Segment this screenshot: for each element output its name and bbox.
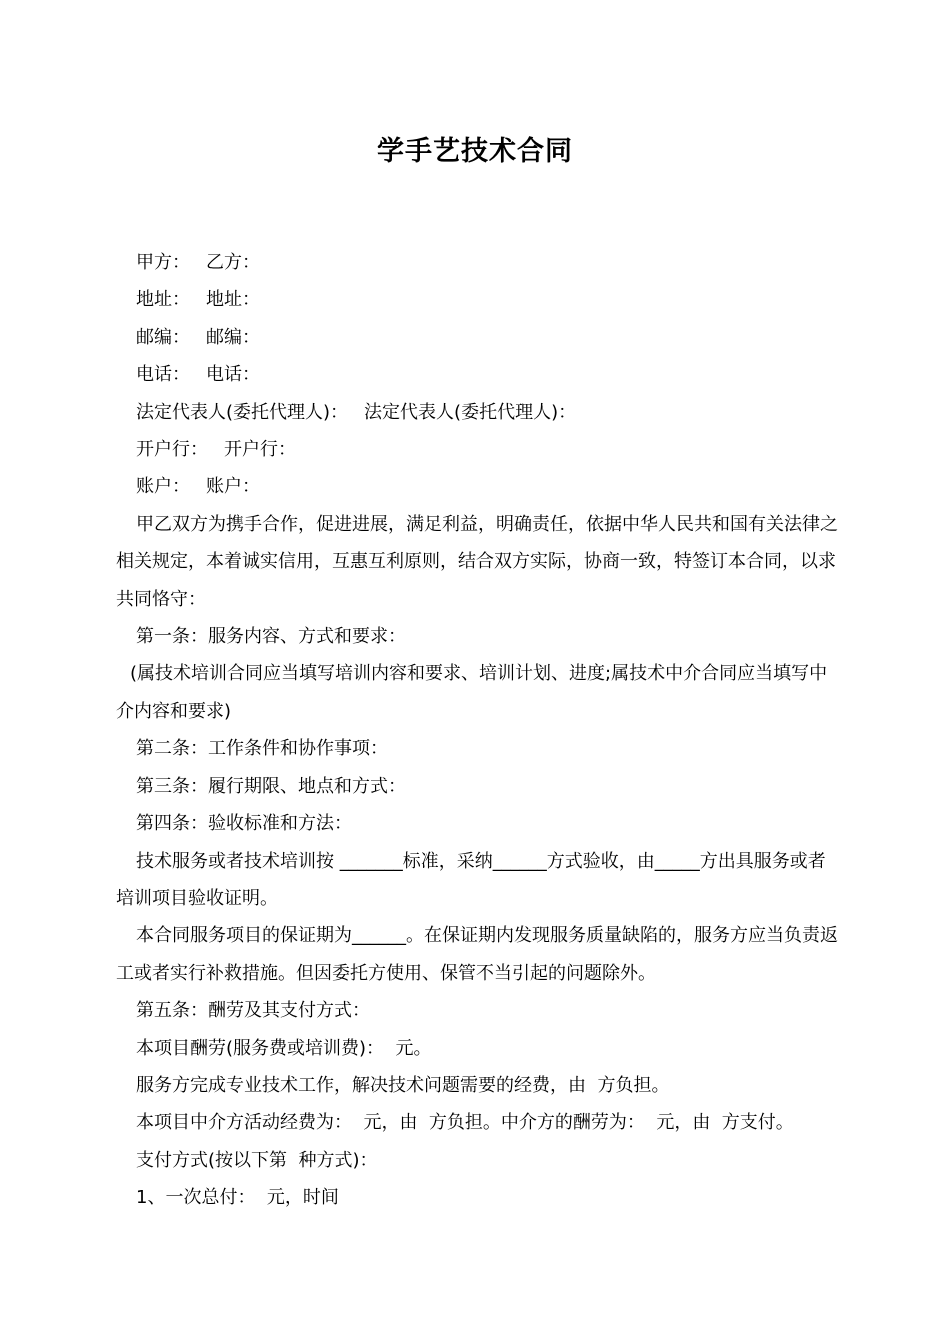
party-a-account-label: 账户： [136,476,190,498]
party-a-representative-label: 法定代表人(委托代理人)： [136,401,349,423]
article-4-heading: 第四条：验收标准和方法： [136,813,352,835]
document-body [116,244,838,1217]
preamble-paragraph: 甲乙双方为携手合作，促进进展，满足利益，明确责任，依据中华人民共和国有关法律之相关规定，本着诚实信用，互惠互利原则，结合双方实际，协商一致，特签订本合同，以求共同恪守： [116,513,838,610]
document-title: 学手艺技术合同 [377,136,573,167]
party-b-account-label: 账户： [206,476,260,498]
article-2-heading: 第二条：工作条件和协作事项： [136,738,388,760]
party-row-representative [116,394,838,431]
party-a-phone-label: 电话： [136,364,190,386]
party-a-address-label: 地址： [136,289,190,311]
party-b-postcode-label: 邮编： [206,326,260,348]
party-b-label: 乙方： [206,252,260,273]
intermediary-fee-paragraph: 本项目中介方活动经费为： 元，由 方负担。中介方的酬劳为： 元，由 方支付。 [136,1112,794,1134]
party-row-account [116,468,838,505]
party-b-phone-label: 电话： [206,364,260,386]
payment-method-paragraph: 支付方式(按以下第 种方式)： [136,1149,378,1171]
party-a-label: 甲方： [136,252,190,273]
party-b-bank-label: 开户行： [224,439,296,461]
party-row-name [116,244,838,281]
party-row-address [116,281,838,318]
fee-paragraph: 本项目酬劳(服务费或培训费)： 元。 [136,1037,432,1059]
warranty-paragraph: 本合同服务项目的保证期为______。在保证期内发现服务质量缺陷的，服务方应当负责返工或者实行补救措施。但因委托方使用、保管不当引起的问题除外。 [116,925,838,984]
party-b-representative-label: 法定代表人(委托代理人)： [364,401,577,423]
article-5-heading: 第五条：酬劳及其支付方式： [136,1000,370,1022]
party-a-postcode-label: 邮编： [136,326,190,348]
party-b-address-label: 地址： [206,289,260,311]
party-row-bank [116,431,838,468]
party-row-postcode [116,319,838,356]
article-3-heading: 第三条：履行期限、地点和方式： [136,775,406,797]
party-a-bank-label: 开户行： [136,439,208,461]
article-1-note: (属技术培训合同应当填写培训内容和要求、培训计划、进度;属技术中介合同应当填写中介内容和要求) [116,663,828,722]
lump-sum-paragraph: 1、一次总付： 元，时间 [136,1187,339,1209]
article-1-heading: 第一条：服务内容、方式和要求： [136,626,406,648]
party-row-phone [116,356,838,393]
acceptance-paragraph: 技术服务或者技术培训按 _______标准，采纳______方式验收，由_____方出具服务或者培训项目验收证明。 [116,850,826,909]
expense-paragraph: 服务方完成专业技术工作，解决技术问题需要的经费，由 方负担。 [136,1074,670,1096]
